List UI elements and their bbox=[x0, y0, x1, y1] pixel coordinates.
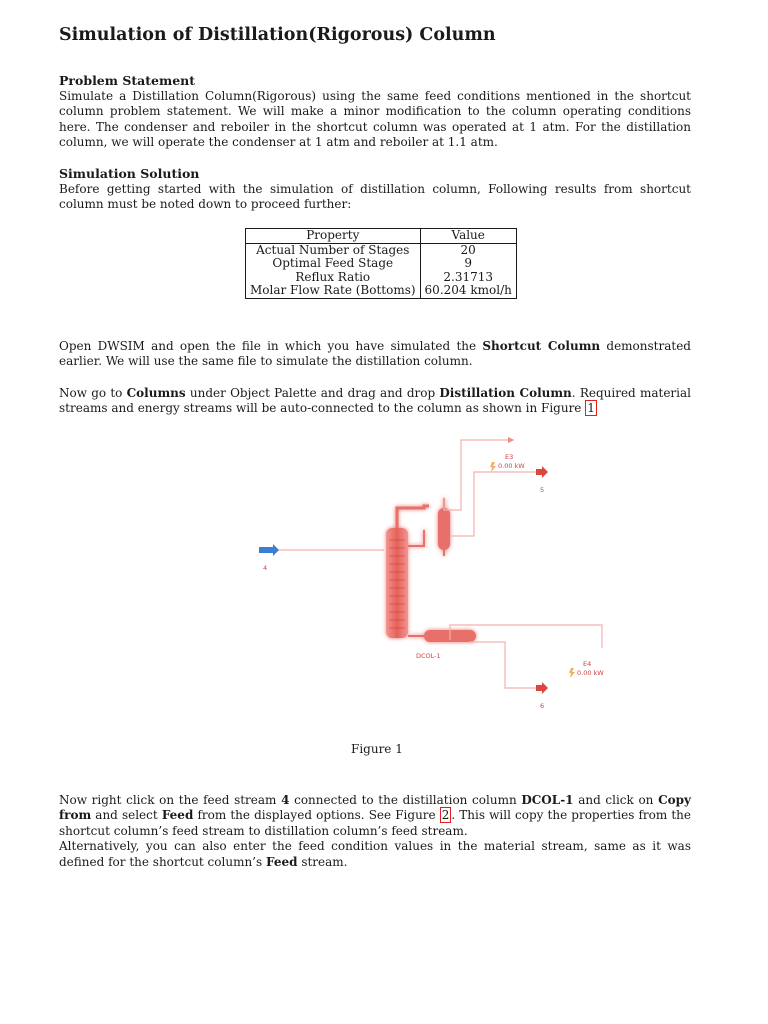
bold-run: Columns bbox=[126, 386, 186, 400]
text-run: Now right click on the feed stream bbox=[59, 793, 282, 807]
figure-1-flowsheet bbox=[199, 428, 619, 728]
page-title: Simulation of Distillation(Rigorous) Column bbox=[59, 25, 496, 45]
problem-statement-text: Simulate a Distillation Column(Rigorous) using the same feed conditions mentioned in the shortcut column problem statement. We will make a minor modification to the column operating conditions here. The condenser and reboiler in the shortcut column was operated at 1 atm. For the distillation column, we will operate the condenser at 1 atm and reboiler at 1.1 atm. bbox=[59, 89, 691, 150]
table-cell: 9 bbox=[464, 256, 473, 270]
label-stream-5: 5 bbox=[540, 486, 545, 494]
bold-run: Feed bbox=[161, 808, 194, 823]
bold-run: Shortcut Column bbox=[482, 339, 601, 353]
bottoms-stream-6[interactable] bbox=[469, 642, 548, 694]
text-run: . Required material streams and energy streams will be auto-connected to the column as shown in Figure bbox=[59, 386, 691, 416]
distillation-column-dcol-1[interactable] bbox=[386, 506, 429, 638]
distillation-flowsheet-diagram bbox=[199, 428, 619, 728]
table-cell: Reflux Ratio bbox=[246, 271, 421, 285]
table-row bbox=[246, 243, 517, 257]
table-cell: 60.204 kmol/h bbox=[424, 283, 512, 297]
label-e3: E3 bbox=[505, 453, 514, 461]
table-row bbox=[246, 271, 517, 285]
copy-from-paragraph bbox=[59, 793, 691, 870]
text-run: connected to the distillation column bbox=[289, 793, 522, 807]
reboiler-vessel[interactable] bbox=[408, 630, 476, 642]
label-e4-value: 0.00 kW bbox=[577, 669, 604, 677]
lightning-icon-e4 bbox=[569, 668, 575, 678]
text-run: and click on bbox=[573, 793, 659, 807]
text-run: Now go to bbox=[59, 386, 127, 400]
table-cell: Molar Flow Rate (Bottoms) bbox=[246, 284, 421, 298]
table-row bbox=[246, 284, 517, 298]
problem-statement-heading: Problem Statement bbox=[59, 73, 196, 88]
table-header-value: Value bbox=[420, 229, 516, 244]
bold-run: Copy from bbox=[59, 793, 691, 823]
feed-stream-4[interactable] bbox=[259, 544, 384, 556]
table-cell: 20 bbox=[460, 242, 476, 257]
bold-run: Feed bbox=[265, 854, 298, 869]
text-run: demonstrated earlier. We will use the same file to simulate the distillation column. bbox=[59, 339, 691, 369]
open-dwsim-paragraph bbox=[59, 339, 691, 370]
text-run: . This will copy the properties from the shortcut column’s feed stream to distillation column’s feed stream. bbox=[59, 808, 692, 838]
simulation-solution-text: Before getting started with the simulation of distillation column, Following results from shortcut column must be noted down to proceed further: bbox=[59, 182, 691, 212]
label-stream-4: 4 bbox=[263, 564, 268, 572]
figure-2-reference-link[interactable]: 2 bbox=[441, 808, 450, 823]
table-header-property: Property bbox=[246, 229, 421, 244]
shortcut-results-table bbox=[245, 228, 517, 299]
label-e4: E4 bbox=[583, 660, 592, 668]
text-run: stream. bbox=[297, 854, 348, 869]
distillate-stream-5[interactable] bbox=[450, 466, 548, 536]
text-run: from the displayed options. See Figure bbox=[193, 808, 440, 823]
text-run: under Object Palette and drag and drop bbox=[185, 386, 440, 400]
table-cell: Optimal Feed Stage bbox=[246, 257, 421, 271]
label-stream-6: 6 bbox=[540, 702, 545, 710]
bold-run: DCOL-1 bbox=[521, 793, 574, 807]
text-run: Alternatively, you can also enter the feed condition values in the material stream, same as it was defined for the shortcut column’s bbox=[59, 839, 691, 869]
bold-run: 4 bbox=[281, 793, 290, 807]
figure-1-caption: Figure 1 bbox=[351, 742, 403, 756]
table-row bbox=[246, 257, 517, 271]
lightning-icon-e3 bbox=[490, 462, 496, 472]
text-run: Open DWSIM and open the file in which you have simulated the bbox=[59, 339, 483, 353]
label-column-dcol-1: DCOL-1 bbox=[416, 652, 441, 660]
energy-stream-e3[interactable] bbox=[444, 437, 514, 510]
columns-paragraph bbox=[59, 386, 691, 417]
text-run: and select bbox=[91, 808, 162, 823]
bold-run: Distillation Column bbox=[439, 386, 572, 400]
table-cell: Actual Number of Stages bbox=[246, 243, 421, 257]
table-cell: 2.31713 bbox=[443, 269, 493, 284]
figure-1-reference-link[interactable]: 1 bbox=[587, 401, 595, 416]
label-e3-value: 0.00 kW bbox=[498, 462, 525, 470]
simulation-solution-heading: Simulation Solution bbox=[59, 166, 200, 181]
